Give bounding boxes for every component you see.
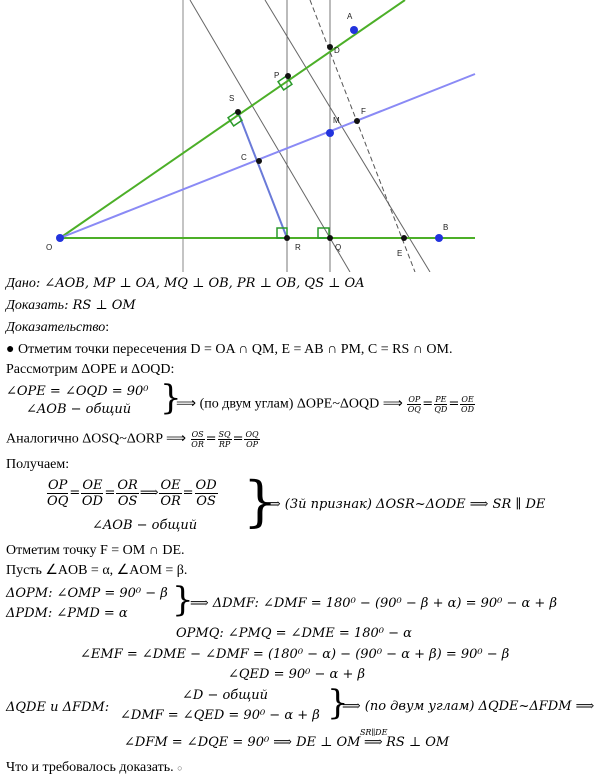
block4-pre: [6, 700, 109, 716]
qed-angle-text: ∠QED = 90⁰ − α + β: [228, 667, 365, 682]
block3-result-text: ⟹ ΔDMF: ∠DMF = 180⁰ − (90⁰ − β + α) = 90⁰ − α + β: [190, 596, 557, 611]
block2-result: [262, 497, 545, 513]
emf-line: [80, 647, 509, 663]
bullet-text: ● Отметим точки пересечения D = OA ∩ QM, E = AB ∩ PM, C = RS ∩ OM.: [6, 342, 453, 357]
block1-line1-text: ∠OPE = ∠OQD = 90⁰: [6, 384, 149, 399]
similar-text: Аналогично ΔOSQ~ΔORP ⟹: [6, 431, 187, 447]
block1-impl: ⟹ (по двум углам) ΔOPE~ΔOQD ⟹: [176, 396, 403, 412]
block3-line2-text: ΔPDM: ∠PMD = α: [6, 606, 128, 621]
label-a: A: [347, 12, 353, 21]
block1-brace: }: [160, 378, 182, 418]
similar-frac1: $\frac{OS}{OR}$: [191, 430, 204, 449]
label-b: B: [443, 223, 449, 232]
end-mark: ○: [177, 763, 183, 773]
obtain-line: [6, 457, 69, 473]
block4-brace: }: [327, 683, 349, 723]
proof-label: Доказательство: [6, 320, 106, 335]
point-p: [285, 73, 291, 79]
block2-impl1: ⟹: [139, 485, 159, 501]
block4-pre-text: ΔQDE и ΔFDM:: [6, 700, 110, 715]
point-b: [435, 234, 443, 242]
block2-line2: [92, 518, 197, 534]
ray-om: [60, 74, 475, 238]
prove-line: [6, 298, 136, 314]
label-p: P: [274, 71, 280, 80]
final-left: ∠DFM = ∠DQE = 90⁰ ⟹ DE ⊥ OM: [124, 735, 361, 750]
final-arrow: ⟹: [363, 735, 383, 750]
label-m: M: [333, 116, 340, 125]
prove-label: Доказать: [6, 298, 65, 313]
final-line: [124, 728, 450, 751]
point-e: [401, 235, 407, 241]
similar-frac2: $\frac{SQ}{RP}$: [218, 430, 231, 449]
block3-brace: }: [172, 580, 194, 620]
opmq-line: [176, 626, 412, 642]
block2-line1: $\frac{OP}{OQ}$ = $\frac{OE}{OD}$ = $\frac{OR}{OS}$ ⟹ $\frac{OE}{OR}$ = $\frac{OD}{OS}$: [47, 478, 217, 509]
markf-text: Отметим точку F = OM ∩ DE.: [6, 543, 185, 558]
block1-frac1: $\frac{OP}{OQ}$: [407, 395, 421, 414]
block4-line2-text: ∠DMF = ∠QED = 90⁰ − α + β: [120, 708, 320, 723]
consider-line: [6, 362, 174, 378]
let-text: Пусть ∠AOB = α, ∠AOM = β.: [6, 563, 188, 578]
point-r: [284, 235, 290, 241]
ray-oa: [60, 0, 405, 238]
label-r: R: [295, 243, 301, 252]
block1-frac2: $\frac{PE}{QD}$: [434, 395, 448, 414]
block4-line1: [182, 688, 268, 704]
point-c: [256, 158, 262, 164]
block4-result: [342, 699, 594, 715]
given-text: : ∠AOB, MP ⊥ OA, MQ ⊥ OB, PR ⊥ OB, QS ⊥ OA: [35, 276, 365, 291]
block3-line1-text: ΔOPM: ∠OMP = 90⁰ − β: [6, 586, 168, 601]
point-f: [354, 118, 360, 124]
label-s: S: [229, 94, 235, 103]
similar-line: Аналогично ΔOSQ~ΔORP ⟹ $\frac{OS}{OR}$ = $\frac{SQ}{RP}$ = $\frac{OQ}{OP}$: [6, 430, 259, 449]
block2-frac4: $\frac{OE}{OR}$: [160, 478, 181, 509]
block2-frac2: $\frac{OE}{OD}$: [81, 478, 103, 509]
bullet-line: [6, 342, 452, 358]
end-text: Что и требовалось доказать.: [6, 760, 174, 775]
point-a: [350, 26, 358, 34]
label-c: C: [241, 153, 247, 162]
block3-result: [190, 596, 557, 612]
label-e: E: [397, 249, 403, 258]
final-right: RS ⊥ OM: [386, 735, 450, 750]
proof-line: [6, 320, 109, 336]
point-o: [56, 234, 64, 242]
label-d: D: [334, 46, 340, 55]
similar-frac3: $\frac{OQ}{OP}$: [245, 430, 259, 449]
final-over: SR∥DE: [359, 728, 388, 737]
point-m: [326, 129, 334, 137]
block2-frac1: $\frac{OP}{OQ}$: [47, 478, 69, 509]
obtain-text: Получаем:: [6, 457, 70, 472]
label-o: O: [46, 243, 53, 252]
block2-frac5: $\frac{OD}{OS}$: [195, 478, 217, 509]
block2-brace: }: [243, 470, 278, 533]
block2-line2-text: ∠AOB − общий: [92, 518, 198, 533]
markf-line: [6, 543, 185, 559]
final-arrow-group: [359, 728, 388, 751]
let-line: [6, 563, 187, 579]
geometry-figure: [0, 0, 600, 272]
qed-angle-line: [228, 667, 365, 683]
block4-result-text: ⟹ (по двум углам) ΔQDE~ΔFDM ⟹: [342, 699, 595, 714]
block4-line2: [120, 708, 320, 724]
block1-result: ⟹ (по двум углам) ΔOPE~ΔOQD ⟹ $\frac{OP}{OQ}$ = $\frac{PE}{QD}$ = $\frac{OE}{OD}$: [176, 395, 475, 414]
block2-frac3: $\frac{OR}{OS}$: [117, 478, 138, 509]
block1-line1: [6, 384, 149, 400]
point-s: [235, 109, 241, 115]
label-q: Q: [335, 243, 342, 252]
prove-text: : RS ⊥ OM: [64, 298, 136, 313]
block4-line1-text: ∠D − общий: [182, 688, 268, 703]
block2-result-text: ⟹ (3й признак) ΔOSR~ΔODE ⟹ SR ∥ DE: [262, 497, 546, 512]
end-line: [6, 760, 183, 776]
point-d: [327, 44, 333, 50]
block1-line2: [26, 402, 131, 418]
emf-text: ∠EMF = ∠DME − ∠DMF = (180⁰ − α) − (90⁰ − α + β) = 90⁰ − β: [80, 647, 510, 662]
point-q: [327, 235, 333, 241]
consider-text: Рассмотрим ΔOPE и ΔOQD:: [6, 362, 175, 377]
opmq-text: OPMQ: ∠PMQ = ∠DME = 180⁰ − α: [176, 626, 412, 641]
label-f: F: [361, 107, 366, 116]
given-line: [6, 276, 365, 292]
block1-frac3: $\frac{OE}{OD}$: [461, 395, 475, 414]
segment-sr: [238, 112, 287, 238]
block3-line1: [6, 586, 168, 602]
block3-line2: [6, 606, 128, 622]
block1-line2-text: ∠AOB − общий: [26, 402, 132, 417]
given-label: Дано: [6, 276, 36, 291]
proof-colon: :: [105, 320, 110, 335]
